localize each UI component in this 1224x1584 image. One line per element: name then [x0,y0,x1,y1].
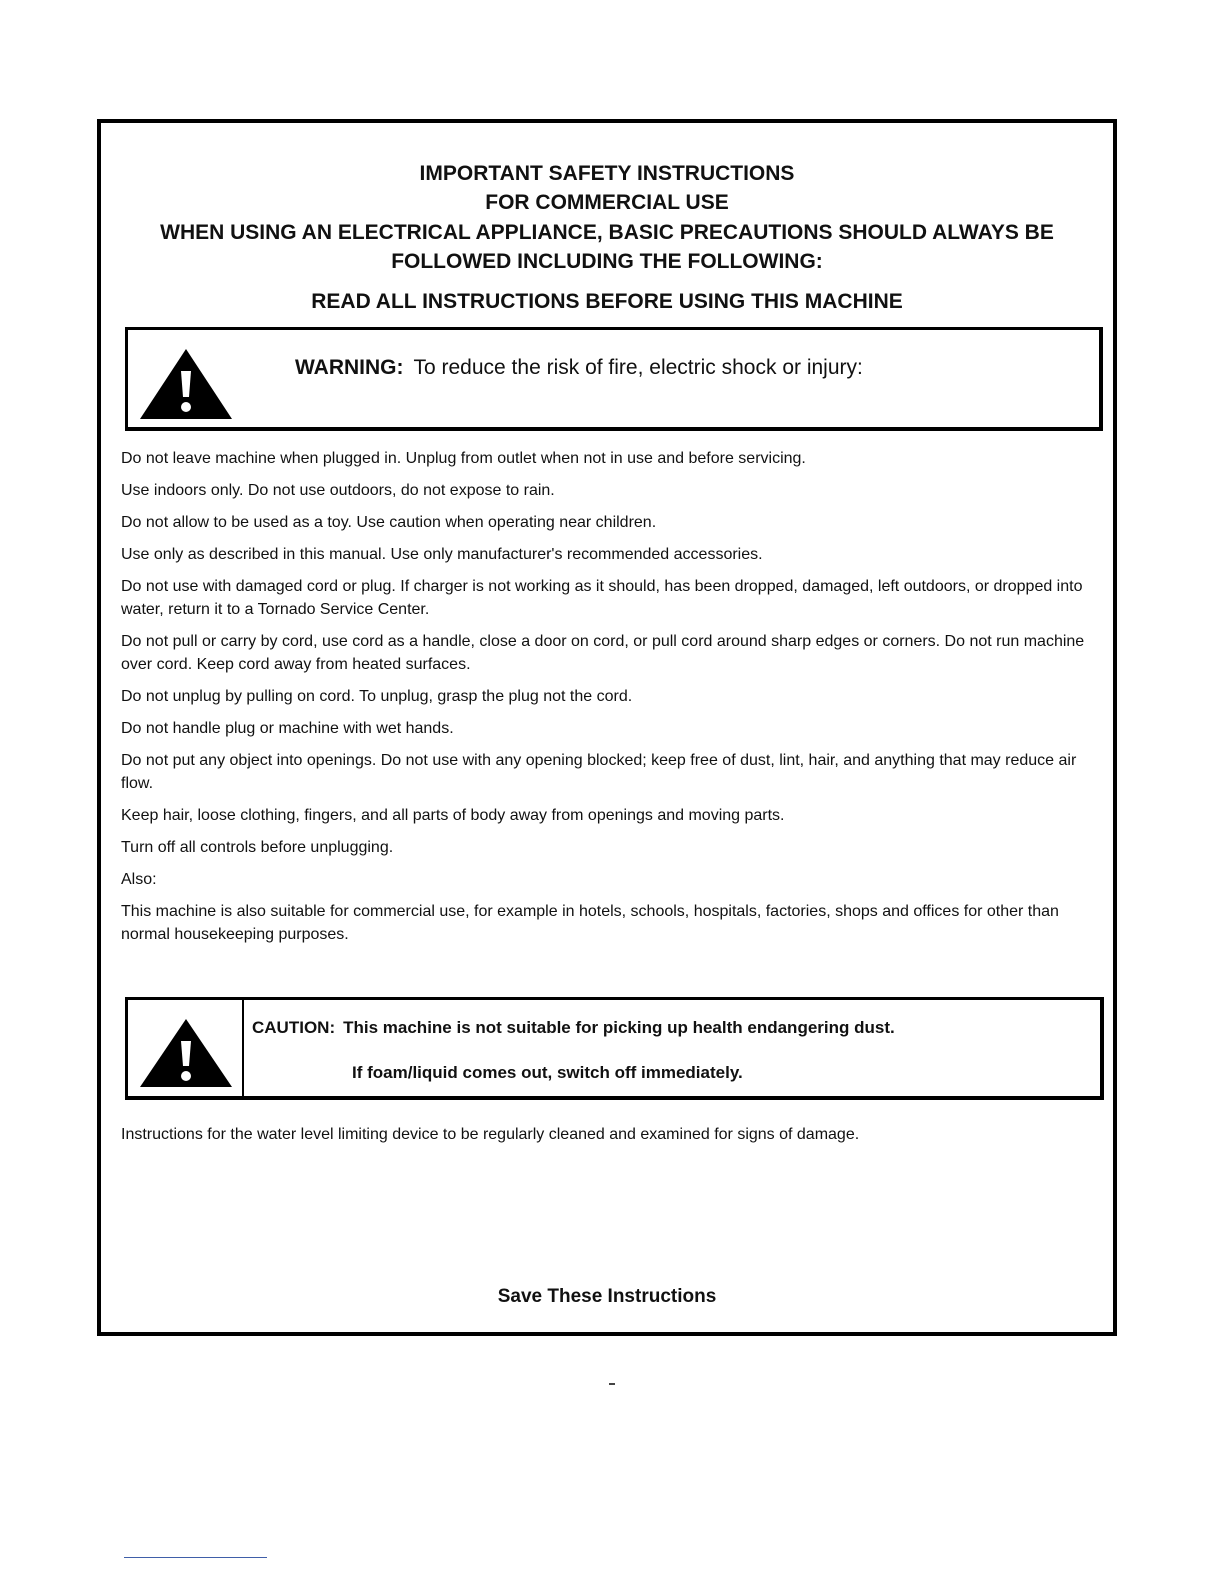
list-item: This machine is also suitable for commercial use, for example in hotels, schools, hospitals, factories, shops and offices for other than normal housekeeping purposes. [121,903,1059,943]
safety-instructions-frame [97,119,1117,1336]
list-item: Turn off all controls before unplugging. [121,839,394,856]
caution-message: This machine is not suitable for picking up health endangering dust. [343,1018,895,1037]
list-item: Also: [121,871,157,888]
page-dash [609,1383,615,1385]
caution-label: CAUTION: [252,1018,336,1037]
list-item: Do not handle plug or machine with wet hands. [121,720,454,737]
precautions-line-1: WHEN USING AN ELECTRICAL APPLIANCE, BASIC PRECAUTIONS SHOULD ALWAYS BE [160,221,1054,244]
water-level-note: Instructions for the water level limiting device to be regularly cleaned and examined for signs of damage. [121,1126,860,1143]
caution-divider [242,1000,244,1096]
caution-box [125,997,1104,1100]
list-item: Do not allow to be used as a toy. Use caution when operating near children. [121,514,657,531]
instruction-list [121,447,1111,955]
list-item: Use indoors only. Do not use outdoors, do not expose to rain. [121,482,555,499]
title: IMPORTANT SAFETY INSTRUCTIONS [419,162,795,185]
read-all-instructions: READ ALL INSTRUCTIONS BEFORE USING THIS MACHINE [311,290,903,313]
precautions-line-2: FOLLOWED INCLUDING THE FOLLOWING: [391,250,823,273]
list-item: Do not put any object into openings. Do not use with any opening blocked; keep free of dust, lint, hair, and anything that may reduce air flow. [121,752,1077,792]
warning-triangle-icon [138,347,234,421]
warning-label: WARNING: [295,356,404,379]
list-item: Keep hair, loose clothing, fingers, and all parts of body away from openings and moving parts. [121,807,785,824]
list-item: Do not pull or carry by cord, use cord as a handle, close a door on cord, or pull cord around sharp edges or corners. Do not run machine over cord. Keep cord away from heated surfaces. [121,633,1085,673]
caution-line-1 [252,1018,895,1038]
warning-message: To reduce the risk of fire, electric shock or injury: [413,356,863,379]
list-item: Do not use with damaged cord or plug. If charger is not working as it should, has been dropped, damaged, left outdoors, or dropped into water, return it to a Tornado Service Center. [121,578,1083,618]
save-instructions: Save These Instructions [497,1286,717,1307]
list-item: Do not unplug by pulling on cord. To unplug, grasp the plug not the cord. [121,688,633,705]
warning-box [125,327,1103,431]
list-item: Use only as described in this manual. Use only manufacturer's recommended accessories. [121,546,763,563]
list-item: Do not leave machine when plugged in. Unplug from outlet when not in use and before servicing. [121,450,806,467]
warning-text [295,356,863,380]
subtitle: FOR COMMERCIAL USE [485,191,729,214]
warning-triangle-icon [138,1017,234,1089]
footnote-rule [124,1557,267,1558]
caution-line-2: If foam/liquid comes out, switch off immediately. [352,1063,743,1082]
